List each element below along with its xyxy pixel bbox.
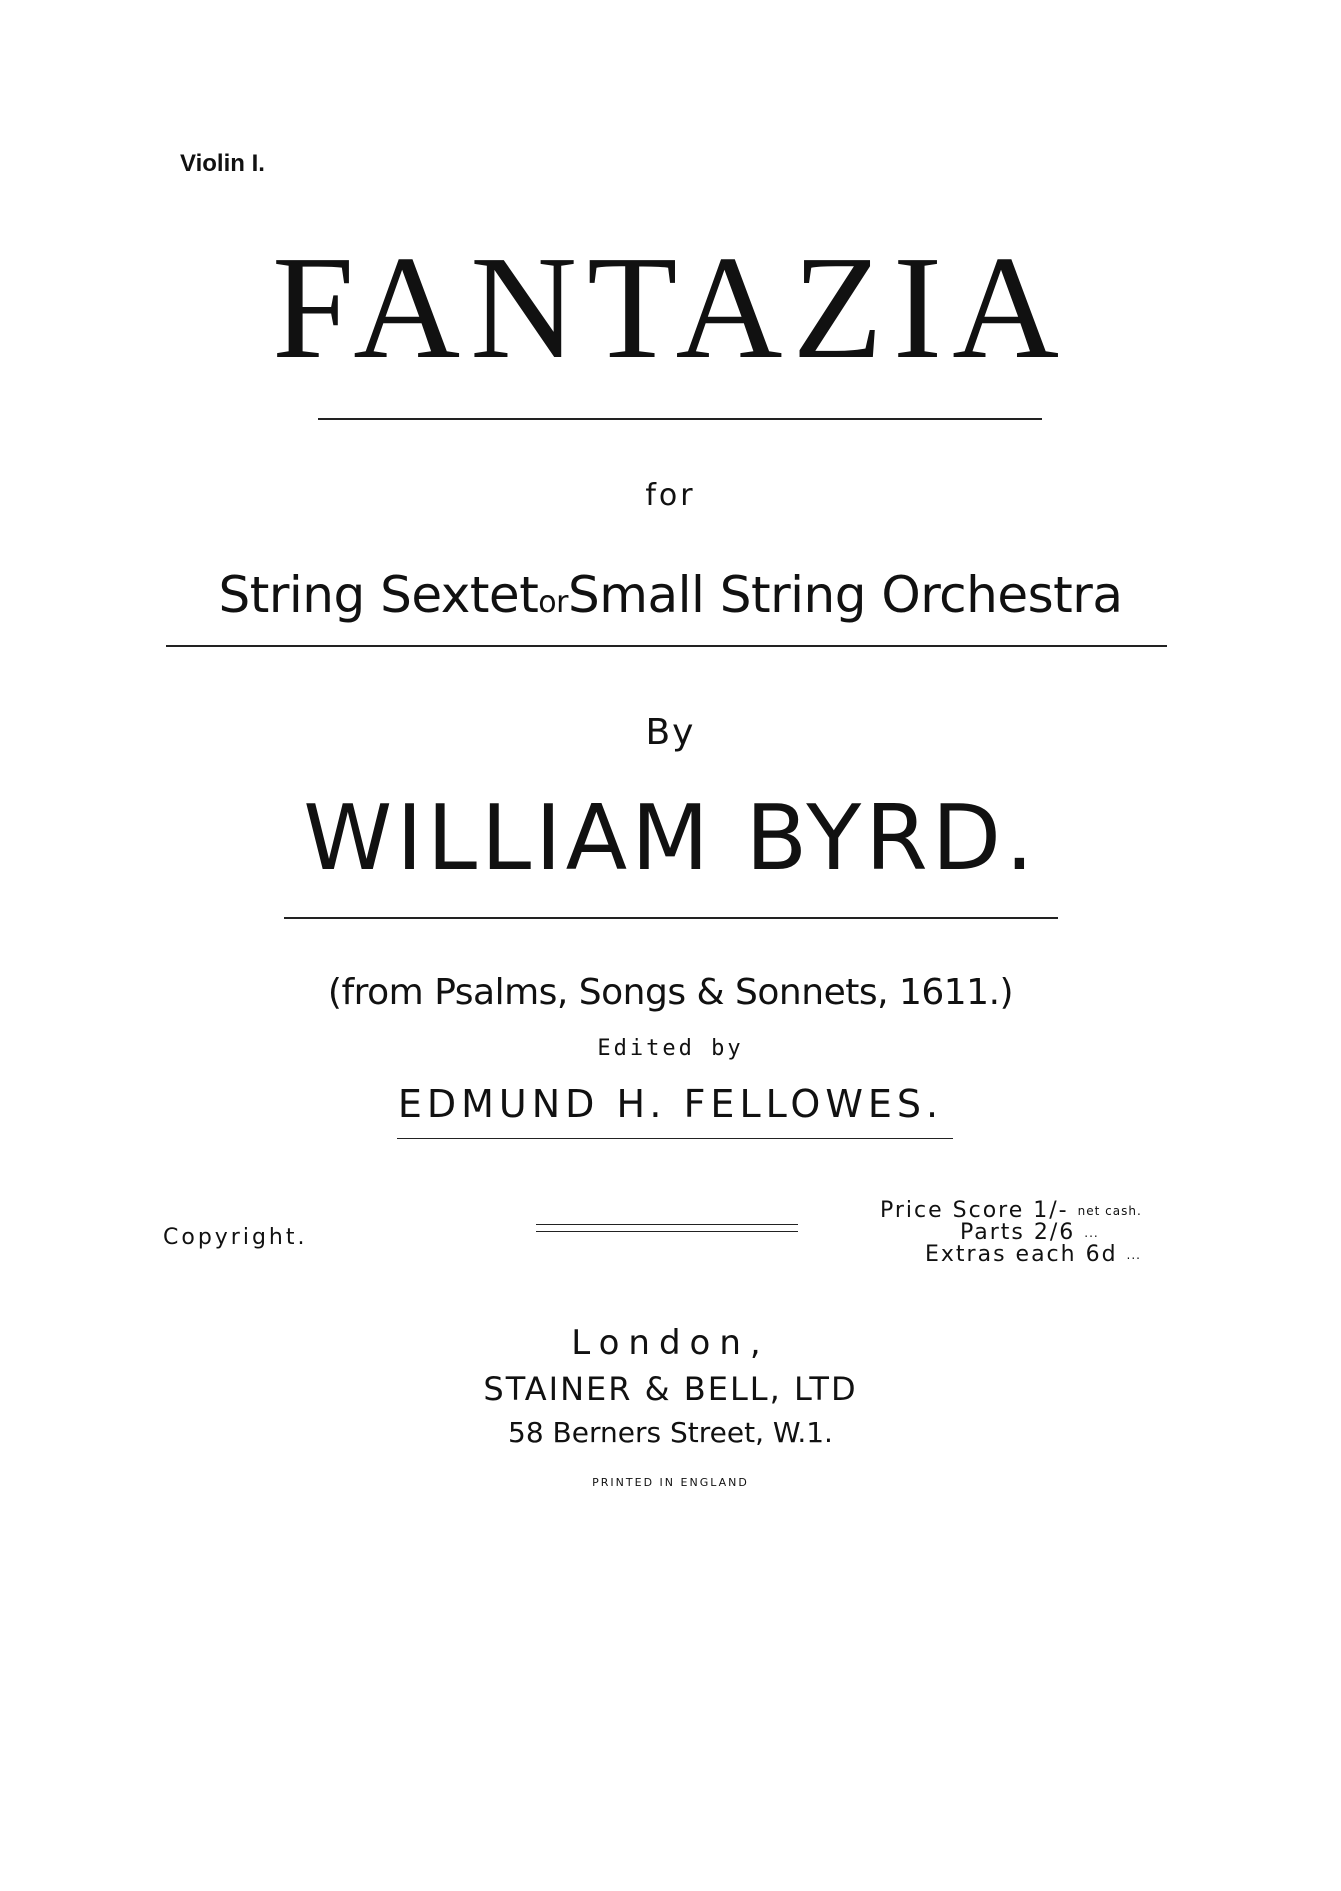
price-list: [880, 1200, 1200, 1266]
price-score-note: net cash.: [1077, 1204, 1142, 1218]
composer-rule: [284, 917, 1058, 919]
instrumentation-connector: or: [538, 585, 568, 620]
instrumentation: [0, 566, 1341, 624]
price-extras-note: ...: [1126, 1248, 1141, 1262]
price-line-score: [880, 1200, 1200, 1222]
price-score: Price Score 1/-: [880, 1198, 1069, 1223]
price-line-extras: [880, 1244, 1200, 1266]
for-text: for: [645, 478, 696, 513]
composer-name: WILLIAM BYRD.: [303, 786, 1038, 891]
divider-rule-lower: [536, 1231, 798, 1232]
by-text: By: [645, 712, 696, 753]
publisher-city: London,: [571, 1323, 770, 1363]
price-line-parts: [880, 1222, 1200, 1244]
edited-by-label: Edited by: [597, 1036, 744, 1061]
copyright-notice: Copyright.: [163, 1225, 308, 1250]
instrumentation-part-2: Small String Orchestra: [568, 566, 1123, 624]
title-rule: [318, 418, 1042, 420]
instrumentation-rule: [166, 645, 1167, 647]
part-label: Violin I.: [180, 150, 265, 177]
title: FANTAZIA: [271, 226, 1070, 390]
publisher-address: 58 Berners Street, W.1.: [508, 1416, 833, 1449]
price-parts: Parts 2/6: [960, 1220, 1076, 1245]
divider-rule-upper: [536, 1224, 798, 1225]
printed-in-notice: PRINTED IN ENGLAND: [592, 1476, 749, 1489]
price-parts-note: ...: [1084, 1226, 1099, 1240]
editor-rule: [397, 1138, 953, 1139]
editor-name: EDMUND H. FELLOWES.: [397, 1082, 944, 1126]
publisher-name: STAINER & BELL, LTD: [483, 1370, 858, 1408]
price-extras: Extras each 6d: [925, 1242, 1118, 1267]
source-note: (from Psalms, Songs & Sonnets, 1611.): [327, 972, 1014, 1013]
instrumentation-part-1: String Sextet: [218, 566, 539, 624]
